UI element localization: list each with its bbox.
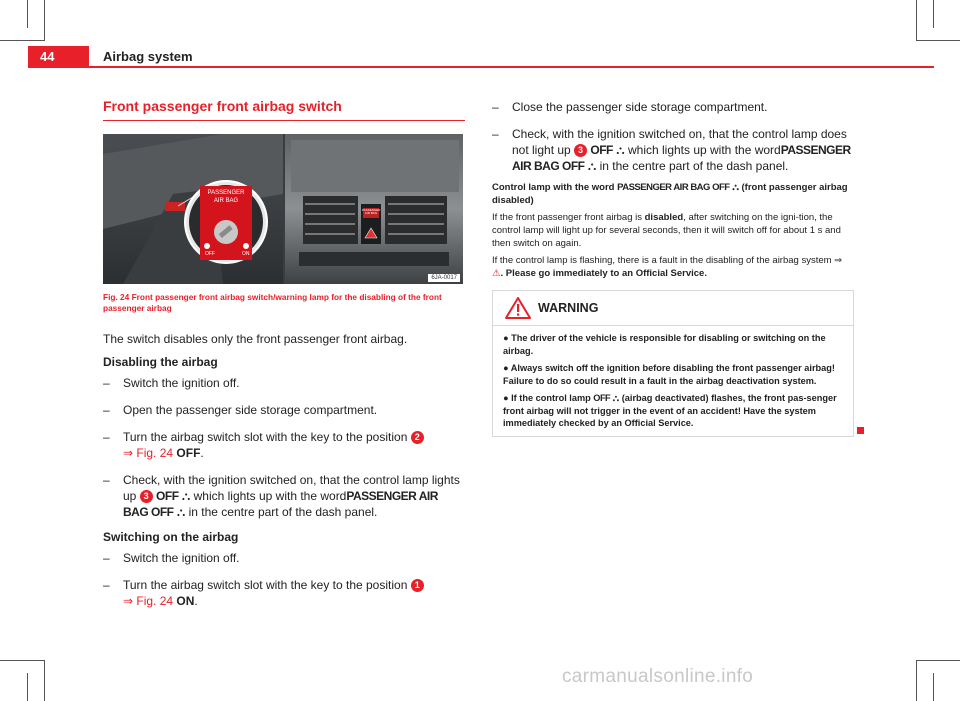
intro-text: The switch disables only the front passenger front airbag. — [103, 332, 408, 346]
figure-off-label: OFF — [205, 251, 215, 257]
figure-illustration — [103, 134, 463, 284]
warning-header — [493, 291, 853, 326]
crop-mark — [44, 660, 45, 701]
figure-callout-text-1: PASSENGER — [207, 190, 245, 196]
crop-mark — [27, 0, 28, 28]
airbag-icon: ⛬ — [616, 143, 625, 157]
disabling-step-4: – Check, with the ignition switched on, that the control lamp lights up 3 OFF ⛬ which lights up with the wordPASSENGER AIR BAG OFF ⛬ in the centre part of the dash panel. — [103, 473, 460, 519]
watermark: carmanualsonline.info — [562, 666, 754, 687]
figure-dash-lamp-text: PASSENGER AIR BAG — [362, 208, 381, 215]
bullet: ● — [503, 393, 512, 403]
list-dash: – — [103, 551, 110, 565]
crop-mark — [933, 673, 934, 701]
figure-link[interactable]: ⇒ Fig. 24 — [123, 446, 174, 460]
crop-mark — [933, 0, 934, 28]
disabling-step-2: – Open the passenger side storage compartment. — [103, 403, 378, 417]
running-title: Airbag system — [103, 49, 193, 64]
list-dash: – — [103, 403, 110, 417]
warning-triangle-icon[interactable]: ⚠ — [492, 268, 501, 279]
list-dash: – — [492, 100, 499, 114]
crop-mark — [916, 0, 917, 41]
list-dash: – — [492, 127, 499, 141]
airbag-icon: ⛬ — [176, 505, 186, 519]
right-column — [492, 99, 852, 437]
disabling-step-1: – Switch the ignition off. — [103, 376, 240, 390]
page-number: 44 — [28, 46, 89, 68]
airbag-icon: ⛬ — [612, 393, 620, 403]
figure-on-label: ON — [242, 251, 250, 257]
airbag-icon: ⛬ — [181, 489, 191, 503]
warning-box — [492, 290, 854, 437]
position-marker-1: 1 — [411, 579, 424, 592]
disabling-heading: Disabling the airbag — [103, 355, 218, 369]
crop-mark — [27, 673, 28, 701]
enabling-step-2: – Turn the airbag switch slot with the key to the position 1 ⇒ Fig. 24 ON. — [103, 577, 465, 609]
figure-reference-code: 6JA-0017 — [428, 274, 460, 282]
warning-item-3: ● If the control lamp OFF ⛬ (airbag deactivated) flashes, the front pas-senger front airbag will not trigger in the event of an accident! Have the system immediately checked by an Official Service. — [503, 393, 837, 428]
right-step-1: – Close the passenger side storage compartment. — [492, 100, 768, 114]
bullet: ● — [503, 363, 511, 373]
enabling-step-1: – Switch the ignition off. — [103, 551, 240, 565]
warning-triangle-icon — [505, 297, 531, 319]
left-column — [103, 98, 465, 609]
right-step-2: – Check, with the ignition switched on, that the control lamp does not light up 3 OFF ⛬ which lights up with the wordPASSENGER AIR BAG OFF ⛬ in the centre part of the dash panel. — [492, 127, 851, 173]
position-marker-3: 3 — [140, 490, 153, 503]
list-dash: – — [103, 430, 110, 444]
airbag-icon: ⛬ — [587, 159, 597, 173]
list-dash: – — [103, 473, 110, 487]
disabling-step-3: – Turn the airbag switch slot with the key to the position 2 ⇒ Fig. 24 OFF. — [103, 429, 465, 461]
figure-airbag-switch — [103, 134, 463, 284]
control-lamp-heading: Control lamp with the word PASSENGER AIR BAG OFF ⛬ (front passenger airbag disabled) — [492, 182, 848, 206]
crop-mark — [916, 40, 960, 41]
figure-callout-text-2: AIR BAG — [213, 198, 239, 204]
bullet: ● — [503, 333, 512, 343]
warning-title: WARNING — [538, 301, 599, 315]
lamp-passenger-airbag-off: PASSENGER AIR BAG OFF — [123, 489, 438, 519]
warning-item-2: ● Always switch off the ignition before disabling the front passenger airbag! Failure to do so could result in a fault in the airbag deactivation system. — [503, 363, 835, 386]
section-end-marker — [857, 427, 864, 434]
position-marker-3: 3 — [574, 144, 587, 157]
control-lamp-paragraph-2: If the control lamp is flashing, there is a fault in the disabling of the airbag system ⇒ ⚠. Please go immediately to an Official Service. — [492, 255, 843, 279]
lamp-off-symbol: OFF — [156, 489, 179, 503]
position-marker-2: 2 — [411, 431, 424, 444]
airbag-icon: ⛬ — [732, 182, 739, 193]
crop-mark — [916, 660, 917, 701]
control-lamp-paragraph-1: If the front passenger front airbag is disabled, after switching on the igni-tion, the control lamp will light up for several seconds, then it will switch off for about 1 s and then switch on again. — [492, 212, 841, 249]
enabling-heading: Switching on the airbag — [103, 530, 239, 544]
crop-mark — [0, 660, 44, 661]
figure-caption: Fig. 24 Front passenger front airbag switch/warning lamp for the disabling of the front passenger airbag — [103, 292, 442, 313]
crop-mark — [44, 0, 45, 41]
crop-mark — [0, 40, 44, 41]
lamp-off-symbol: OFF — [590, 143, 613, 157]
figure-link[interactable]: ⇒ Fig. 24 — [123, 594, 174, 608]
section-title: Front passenger front airbag switch — [103, 98, 465, 121]
list-dash: – — [103, 376, 110, 390]
lamp-passenger-airbag-off: PASSENGER AIR BAG OFF — [512, 143, 851, 173]
warning-item-1: ● The driver of the vehicle is responsible for disabling or switching on the airbag. — [503, 333, 826, 356]
list-dash: – — [103, 578, 110, 592]
crop-mark — [916, 660, 960, 661]
